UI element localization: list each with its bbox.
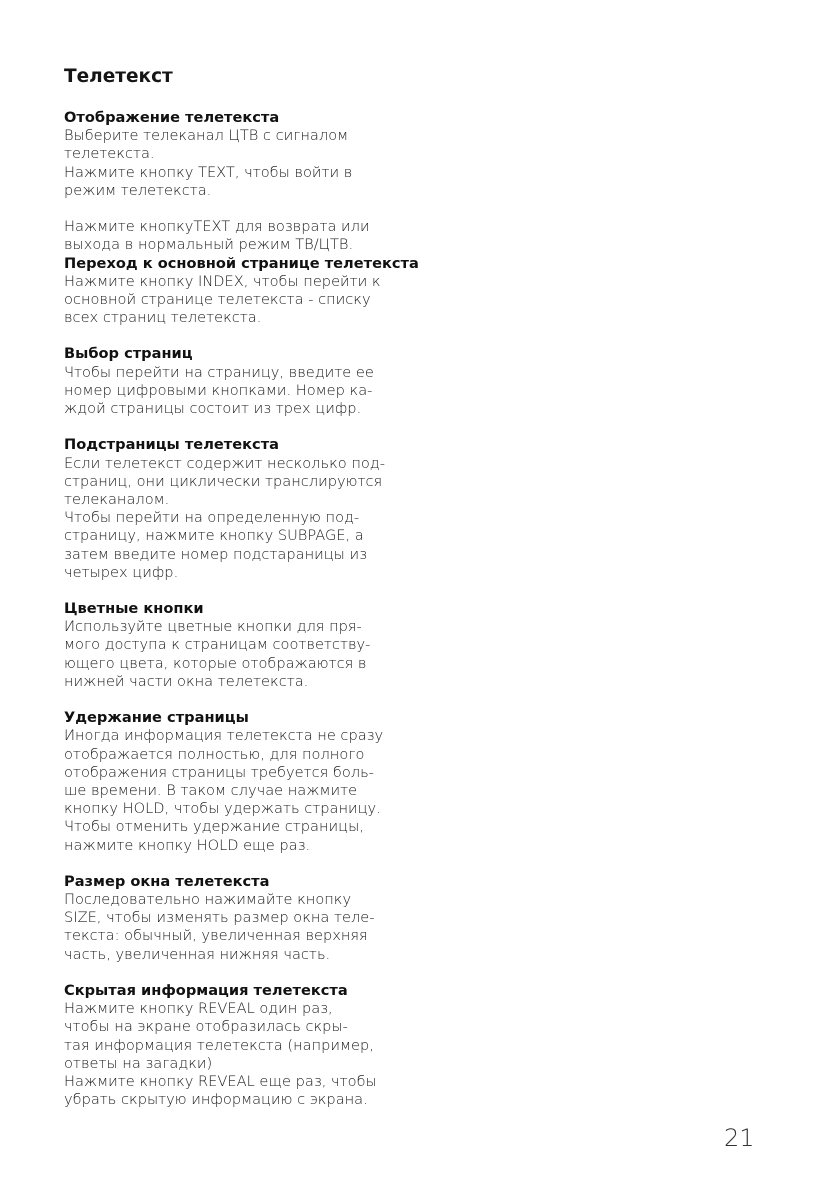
paragraph-line: Выберите телеканал ЦТВ с сигналом [64,127,349,145]
document-body [64,109,424,1109]
section-spacer [64,327,424,345]
section-spacer [64,964,424,982]
paragraph-line: отображается полностью, для полного [64,745,365,763]
paragraph-line: всех страниц телетекста. [64,309,262,327]
paragraph-line: нижней части окна телетекста. [64,672,309,690]
section-heading: Подстраницы телетекста [64,436,279,454]
section-spacer [64,855,424,873]
paragraph-line: чтобы на экране отобразилась скры- [64,1018,348,1036]
paragraph-line: мого доступа к страницам соответству- [64,636,371,654]
paragraph-line: текста: обычный, увеличенная верхняя [64,927,368,945]
paragraph-line: кнопку HOLD, чтобы удержать страницу. [64,800,381,818]
paragraph-line: страницу, нажмите кнопку SUBPAGE, а [64,527,364,545]
section-heading: Размер окна телетекста [64,872,270,890]
paragraph-line: часть, увеличенная нижняя часть. [64,945,331,963]
section-heading: Выбор страниц [64,345,193,363]
page-number: 21 [724,1124,755,1152]
paragraph-line: Нажмите кнопку INDEX, чтобы перейти к [64,272,381,290]
paragraph-line: режим телетекста. [64,181,212,199]
section-spacer [64,691,424,709]
paragraph-line: Нажмите кнопку REVEAL один раз, [64,1000,333,1018]
page-title: Телетекст [64,66,173,87]
paragraph-line: Нажмите кнопку TEXT, чтобы войти в [64,163,353,181]
paragraph-line: ждой страницы состоит из трех цифр. [64,400,362,417]
paragraph-line: телетекста. [64,145,155,163]
paragraph-spacer [64,200,424,218]
paragraph-line: Нажмите кнопку REVEAL еще раз, чтобы [64,1072,377,1090]
paragraph-line: убрать скрытую информацию с экрана. [64,1091,368,1109]
paragraph-line: SIZE, чтобы изменять размер окна теле- [64,909,375,927]
section-heading: Отображение телетекста [64,109,280,126]
paragraph-line: четырех цифр. [64,563,179,581]
paragraph-line: номер цифровыми кнопками. Номер ка- [64,381,373,399]
paragraph-line: затем введите номер подстараницы из [64,545,367,563]
paragraph-line: Чтобы перейти на страницу, введите ее [64,363,374,381]
paragraph-line: телеканалом. [64,490,170,508]
section-heading: Цветные кнопки [64,600,204,618]
section-spacer [64,418,424,436]
section-heading: Удержание страницы [64,709,249,727]
paragraph-line: Если телетекст содержит несколько под- [64,454,385,472]
section-heading: Переход к основной странице телетекста [64,254,419,272]
paragraph-line: ответы на загадки) [64,1054,213,1072]
paragraph-line: Иногда информация телетекста не сразу [64,727,384,745]
paragraph-line: нажмите кнопку HOLD еще раз. [64,836,311,854]
paragraph-line: ющего цвета, которые отображаются в [64,654,367,672]
paragraph-line: основной странице телетекста - списку [64,290,371,308]
paragraph-line: выхода в нормальный режим ТВ/ЦТВ. [64,236,354,254]
paragraph-line: Используйте цветные кнопки для пря- [64,618,362,636]
paragraph-line: отображения страницы требуется боль- [64,763,374,781]
paragraph-line: Чтобы перейти на определенную под- [64,509,360,527]
paragraph-line: Нажмите кнопкуTEXT для возврата или [64,218,370,236]
paragraph-line: страниц, они циклически транслируются [64,472,383,490]
paragraph-line: тая информация телетекста (например, [64,1036,374,1054]
section-heading: Скрытая информация телетекста [64,982,348,999]
paragraph-line: Чтобы отменить удержание страницы, [64,818,364,836]
paragraph-line: Последовательно нажимайте кнопку [64,891,352,909]
section-spacer [64,582,424,600]
paragraph-line: ше времени. В таком случае нажмите [64,781,358,799]
